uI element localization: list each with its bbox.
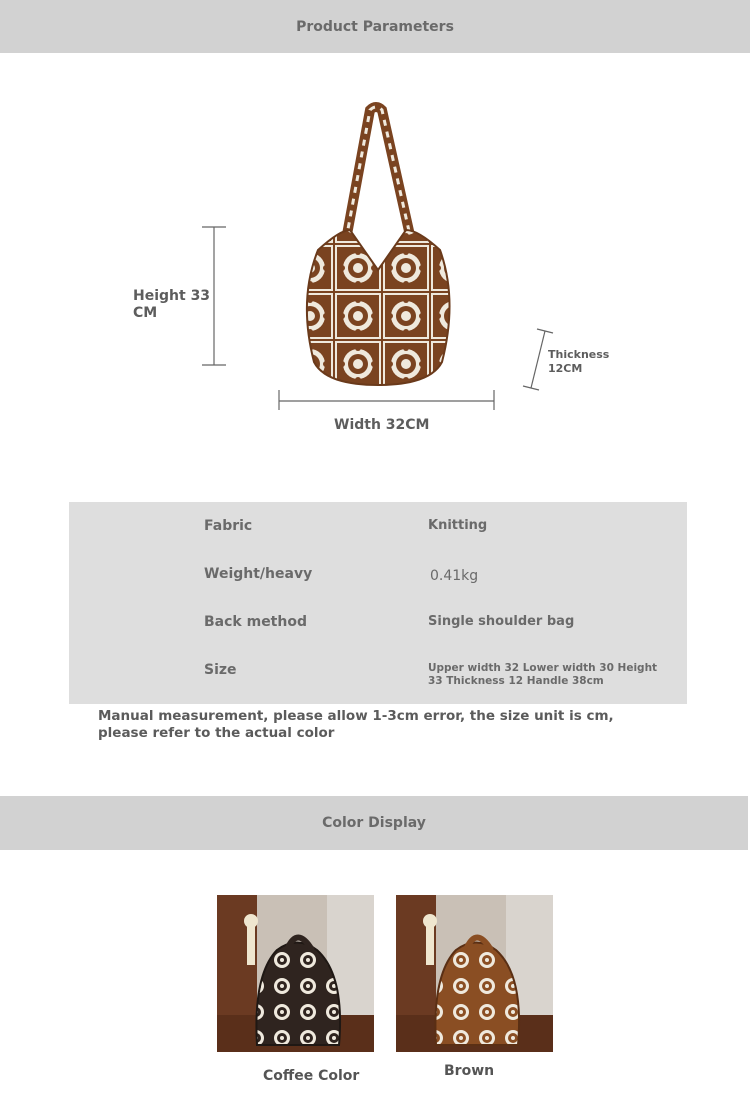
spec-key: Fabric [204,518,253,534]
spec-row-size [69,646,687,704]
spec-key: Back method [204,614,307,630]
section-title: Product Parameters [296,18,454,35]
spec-value: 0.41kg [430,568,479,584]
spec-key: Size [204,662,237,678]
spec-value: Upper width 32 Lower width 30 Height 33 Thickness 12 Handle 38cm [428,662,658,687]
section-header-product-parameters [0,0,750,53]
coffee-bag-photo [217,895,374,1052]
section-title: Color Display [322,815,426,831]
spec-row-weight [69,550,687,598]
measurement-note: Manual measurement, please allow 1-3cm error, the size unit is cm, please refer to the actual color [98,708,614,741]
spec-row-back-method [69,598,687,646]
swatch-label-coffee: Coffee Color [263,1068,360,1084]
spec-key: Weight/heavy [204,566,313,582]
swatch-label-brown: Brown [444,1063,495,1079]
height-label: Height 33 CM [133,288,211,321]
spec-row-fabric [69,502,687,550]
bag-dimension-illustration [190,100,570,410]
section-header-color-display [0,796,748,850]
spec-value: Single shoulder bag [428,614,575,629]
product-spec-table [69,502,687,704]
thickness-label: Thickness 12CM [548,348,610,375]
brown-bag-photo [396,895,553,1052]
color-swatch-coffee[interactable] [217,895,374,1052]
spec-value: Knitting [428,518,488,533]
color-swatch-brown[interactable] [396,895,553,1052]
width-label: Width 32CM [334,417,430,433]
